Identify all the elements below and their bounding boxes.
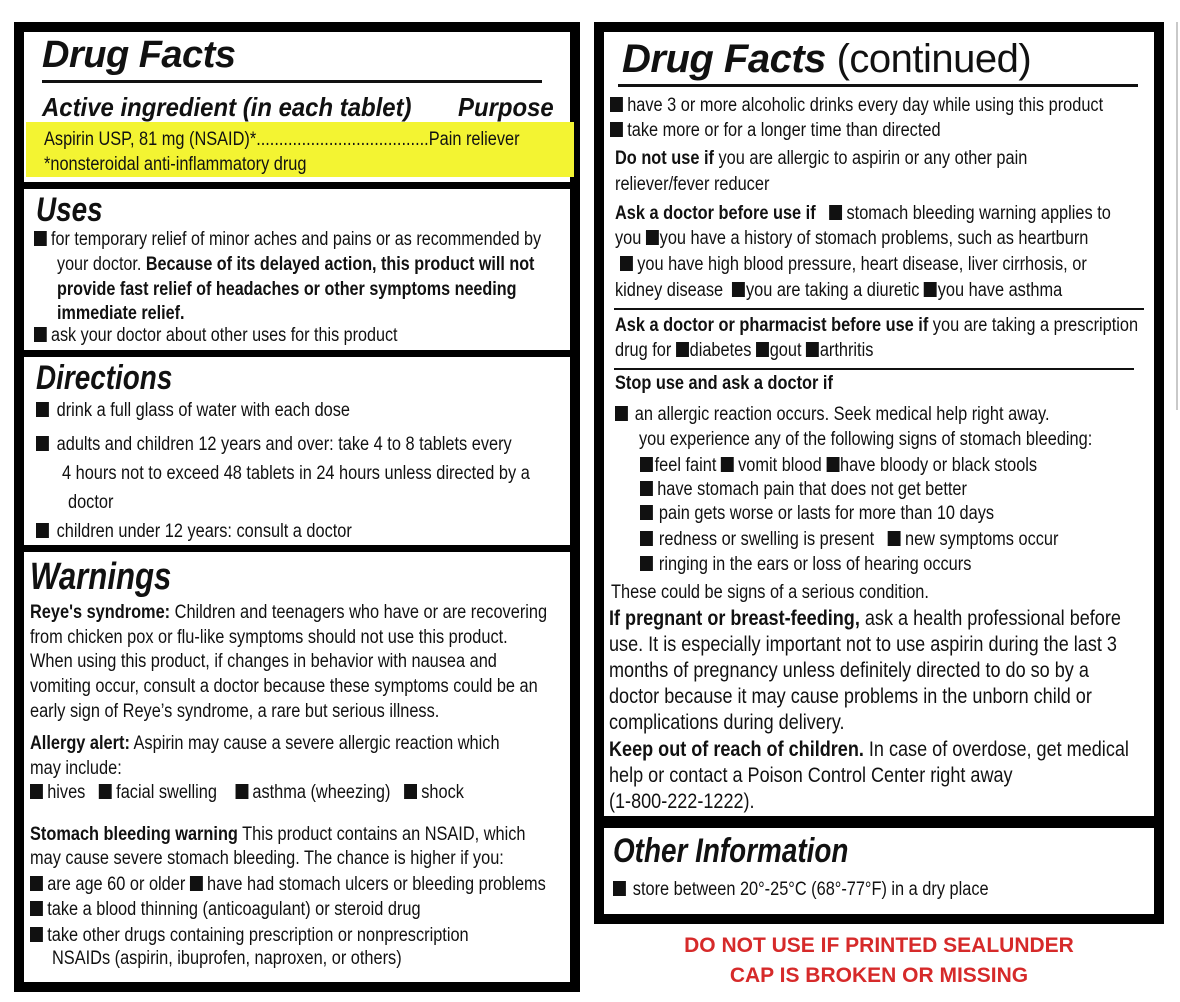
ask-pharmacist-line-2: drug for diabetes gout arthritis [615, 340, 874, 361]
bullet-square-icon [721, 457, 734, 472]
stomach-line-2: may cause severe stomach bleeding. The chance is higher if you: [30, 848, 504, 869]
bullet-square-icon [30, 876, 43, 891]
directions-item-2-line-2: 4 hours not to exceed 48 tablets in 24 hours unless directed by a [62, 463, 530, 484]
uses-item-1-line-3: provide fast relief of headaches or other symptoms needing [57, 279, 517, 300]
bullet-square-icon [620, 256, 633, 271]
stop-use-sign-2: have stomach pain that does not get better [640, 479, 967, 501]
stop-use-line-2: you experience any of the following signs of stomach bleeding: [639, 429, 1093, 450]
stop-use-sign-3: pain gets worse or lasts for more than 10 days [640, 503, 994, 525]
continued-item-1: have 3 or more alcoholic drinks every day while using this product [610, 95, 1103, 117]
drug-facts-panel [14, 22, 580, 992]
other-information-box [604, 828, 1154, 914]
bullet-square-icon [30, 784, 43, 799]
drug-facts-continued-panel [594, 22, 1164, 924]
reye-line-1: Reye's syndrome: Children and teenagers who have or are recovering [30, 602, 548, 623]
keep-out-line-2: help or contact a Poison Control Center right away [609, 764, 1013, 787]
do-not-use-label: Do not use if [615, 148, 714, 169]
bullet-square-icon [806, 342, 819, 357]
uses-box [24, 189, 570, 350]
other-information-heading: Other Information [613, 832, 849, 870]
stomach-item-4: take other drugs containing prescription or nonprescription [30, 925, 469, 947]
bullet-square-icon [610, 122, 623, 137]
allergy-label: Allergy alert: [30, 733, 130, 754]
continued-title: Drug Facts (continued) [622, 37, 1032, 81]
keep-out-line-1: Keep out of reach of children. In case of overdose, get medical [609, 738, 1129, 761]
uses-item-1-line-2: your doctor. Because of its delayed action, this product will not [57, 254, 535, 275]
do-not-use-line-1: Do not use if you are allergic to aspirin or any other pain [615, 148, 1028, 169]
bullet-square-icon [640, 481, 653, 496]
bullet-square-icon [36, 436, 49, 451]
ingredient-purpose: Pain reliever [428, 129, 520, 150]
stomach-label: Stomach bleeding warning [30, 824, 238, 845]
ask-doctor-line-3: you have high blood pressure, heart disease, liver cirrhosis, or [620, 254, 1087, 276]
allergy-item: hives [47, 782, 86, 803]
bullet-square-icon [404, 784, 417, 799]
bullet-square-icon [615, 406, 628, 421]
bullet-square-icon [610, 97, 623, 112]
reye-line-4: vomiting occur, consult a doctor because these symptoms could be an [30, 676, 538, 697]
ask-doctor-label: Ask a doctor before use if [615, 203, 816, 224]
directions-item-1: drink a full glass of water with each dose [36, 400, 350, 422]
poison-control-phone: (1-800-222-1222). [609, 790, 755, 813]
directions-heading: Directions [36, 359, 173, 397]
seal-warning-line-2: CAP IS BROKEN OR MISSING [729, 964, 1029, 987]
stomach-items-1: are age 60 or older have had stomach ulcers or bleeding problems [30, 874, 546, 896]
pregnancy-line-3: months of pregnancy unless definitely directed to do so by a [609, 659, 1089, 682]
ingredient-dots: ...................................... [256, 129, 429, 150]
bullet-square-icon [640, 556, 653, 571]
allergy-items [30, 782, 464, 804]
page-title: Drug Facts [42, 34, 236, 76]
ask-pharmacist-line-1: Ask a doctor or pharmacist before use if you are taking a prescription [615, 315, 1139, 336]
bullet-square-icon [190, 876, 203, 891]
directions-item-2-line-3: doctor [68, 492, 114, 513]
uses-item-1-line-4: immediate relief. [57, 303, 185, 324]
directions-box [24, 357, 570, 545]
bullet-square-icon [646, 230, 659, 245]
pregnancy-line-2: use. It is especially important not to use aspirin during the last 3 [609, 633, 1117, 656]
stop-use-item-1: an allergic reaction occurs. Seek medical help right away. [615, 404, 1050, 426]
bullet-square-icon [30, 927, 43, 942]
stomach-line-1: Stomach bleeding warning This product contains an NSAID, which [30, 824, 526, 845]
stomach-item-3: take a blood thinning (anticoagulant) or steroid drug [30, 899, 421, 921]
bullet-square-icon [99, 784, 112, 799]
allergy-item: asthma (wheezing) [252, 782, 391, 803]
purpose-header: Purpose [458, 92, 554, 122]
section-rule [614, 308, 1144, 310]
uses-heading: Uses [36, 191, 103, 229]
allergy-item: facial swelling [116, 782, 217, 803]
pregnancy-line-1: If pregnant or breast-feeding, ask a health professional before [609, 607, 1121, 630]
warnings-heading: Warnings [30, 556, 172, 598]
allergy-item: shock [421, 782, 464, 803]
bullet-square-icon [34, 327, 47, 342]
stop-use-label: Stop use and ask a doctor if [615, 373, 833, 394]
bullet-square-icon [829, 205, 842, 220]
bullet-square-icon [640, 505, 653, 520]
uses-item-2: ask your doctor about other uses for this product [34, 325, 398, 347]
allergy-line-2: may include: [30, 758, 122, 779]
continued-item-2: take more or for a longer time than directed [610, 120, 941, 142]
continued-box [604, 32, 1154, 816]
title-rule [618, 84, 1138, 87]
ingredient-name: Aspirin USP, 81 mg (NSAID)* [44, 129, 257, 150]
bullet-square-icon [924, 282, 937, 297]
page-edge-divider [1176, 22, 1178, 410]
bullet-square-icon [756, 342, 769, 357]
reye-line-5: early sign of Reye’s syndrome, a rare but serious illness. [30, 701, 440, 722]
section-rule [614, 368, 1134, 370]
serious-condition-text: These could be signs of a serious condition. [611, 582, 929, 603]
pregnancy-label: If pregnant or breast-feeding, [609, 607, 860, 630]
bullet-square-icon [640, 531, 653, 546]
ask-doctor-line-2: you you have a history of stomach problems, such as heartburn [615, 228, 1089, 249]
stop-use-sign-4: redness or swelling is present new symptoms occur [640, 529, 1058, 551]
ask-pharmacist-label: Ask a doctor or pharmacist before use if [615, 315, 929, 336]
reye-line-2: from chicken pox or flu-like symptoms should not use this product. [30, 627, 508, 648]
seal-warning-line-1: DO NOT USE IF PRINTED SEALUNDER [684, 934, 1074, 957]
directions-item-3: children under 12 years: consult a doctor [36, 521, 352, 543]
directions-item-2: adults and children 12 years and over: take 4 to 8 tablets every [36, 434, 512, 456]
ingredient-footnote: *nonsteroidal anti-inflammatory drug [44, 154, 307, 175]
pregnancy-line-5: complications during delivery. [609, 711, 845, 734]
title-rule [42, 80, 542, 83]
stop-use-signs-1: feel faint vomit blood have bloody or black stools [640, 455, 1037, 477]
bullet-square-icon [613, 881, 626, 896]
allergy-line-1: Allergy alert: Aspirin may cause a severe allergic reaction which [30, 733, 500, 754]
bullet-square-icon [34, 231, 47, 246]
storage-item: store between 20°-25°C (68°-77°F) in a dry place [613, 879, 989, 901]
keep-out-label: Keep out of reach of children. [609, 738, 864, 761]
bullet-square-icon [888, 531, 901, 546]
ingredient-line [44, 129, 520, 151]
uses-item-1: for temporary relief of minor aches and pains or as recommended by [34, 229, 541, 251]
bullet-square-icon [732, 282, 745, 297]
reye-line-3: When using this product, if changes in behavior with nausea and [30, 651, 497, 672]
bullet-square-icon [676, 342, 689, 357]
reye-label: Reye's syndrome: [30, 602, 171, 623]
bullet-square-icon [30, 901, 43, 916]
bullet-square-icon [36, 523, 49, 538]
warnings-box [24, 552, 570, 982]
stomach-item-4-line-2: NSAIDs (aspirin, ibuprofen, naproxen, or others) [52, 948, 402, 969]
ask-doctor-line-4: kidney disease you are taking a diuretic you have asthma [615, 280, 1063, 301]
stop-use-sign-5: ringing in the ears or loss of hearing occurs [640, 554, 971, 576]
bullet-square-icon [826, 457, 839, 472]
pregnancy-line-4: doctor because it may cause problems in the unborn child or [609, 685, 1092, 708]
active-ingredient-header: Active ingredient (in each tablet) [42, 92, 412, 122]
do-not-use-line-2: reliever/fever reducer [615, 174, 770, 195]
bullet-square-icon [640, 457, 653, 472]
bullet-square-icon [235, 784, 248, 799]
ask-doctor-line-1: Ask a doctor before use if stomach bleeding warning applies to [615, 203, 1111, 224]
bullet-square-icon [36, 402, 49, 417]
